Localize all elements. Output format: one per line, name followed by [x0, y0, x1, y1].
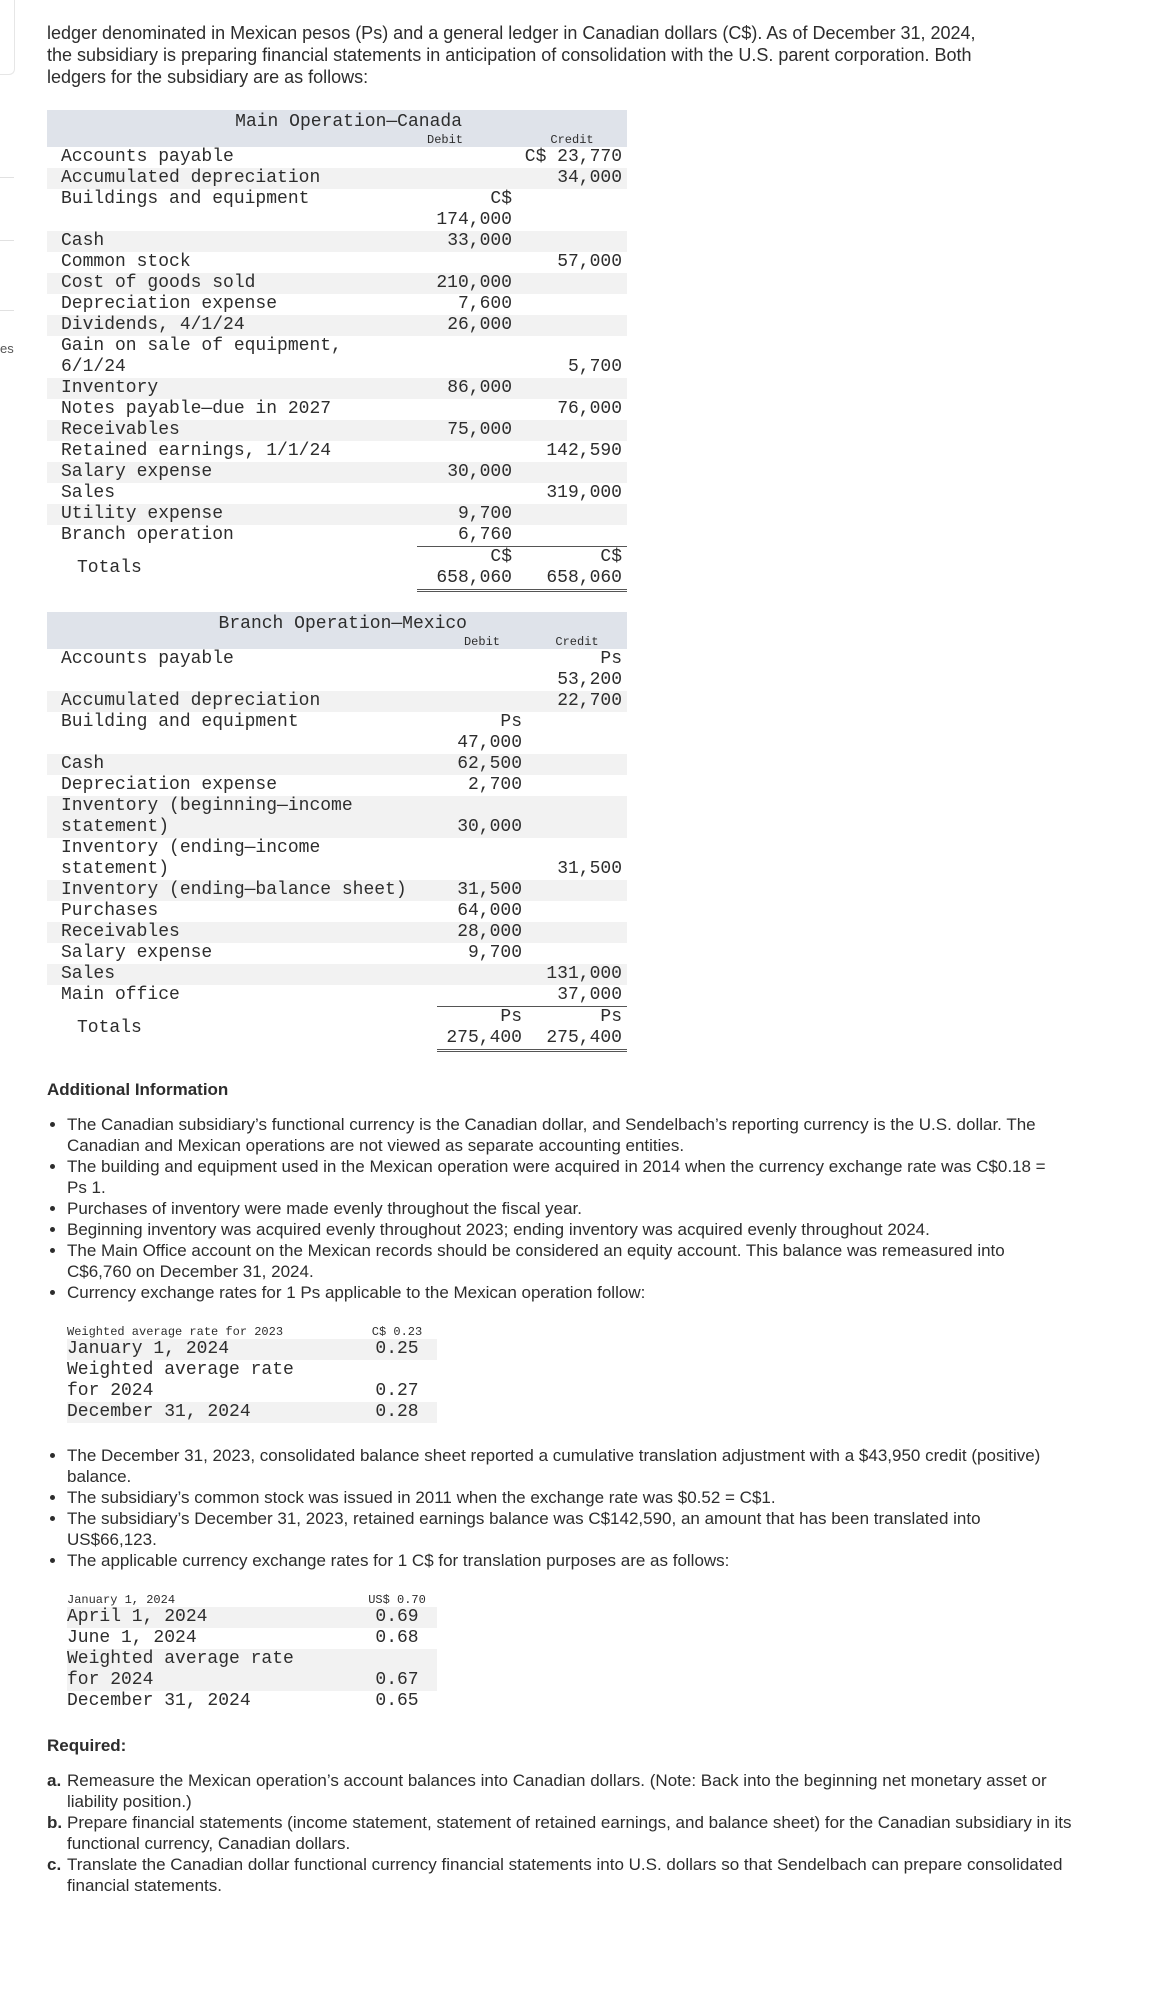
account-name: Accounts payable: [61, 147, 234, 167]
required-item: [47, 1854, 1077, 1896]
debit-amount: 7,600: [457, 294, 512, 314]
account-name: Depreciation expense: [61, 775, 278, 795]
rate-value: 0.65: [375, 1691, 419, 1711]
intro-paragraph: ledger denominated in Mexican pesos (Ps) and a general ledger in Canadian dollars (C$). As of December 31, 2024, the subsidiary is preparing financial statements in anticipation of consolidation with the U.S. parent corporation. Both ledgers for the subsidiary are as follows:: [47, 23, 976, 87]
debit-amount: Ps 47,000: [457, 712, 522, 753]
account-name: Receivables: [47, 420, 417, 441]
debit-amount: 26,000: [417, 315, 517, 336]
rate-label: Weighted average rate for 2024: [67, 1649, 357, 1691]
info-bullet: • Currency exchange rates for 1 Ps applicable to the Mexican operation follow:: [67, 1282, 1067, 1303]
ledger-row: [47, 901, 627, 922]
info-bullet: • Beginning inventory was acquired evenly throughout 2023; ending inventory was acquired evenly throughout 2024.: [67, 1219, 1067, 1240]
ledger-row: [47, 420, 627, 441]
ledger-row: [47, 525, 627, 547]
account-name: Purchases: [61, 901, 159, 921]
credit-amount: [527, 901, 627, 922]
rate-value: 0.25: [357, 1339, 437, 1360]
credit-amount: 34,000: [517, 168, 627, 189]
ledger-row: [47, 189, 627, 231]
info-bullet: • The building and equipment used in the Mexican operation were acquired in 2014 when the currency exchange rate was C$0.18 = Ps 1.: [67, 1156, 1067, 1198]
rate-row: [67, 1360, 437, 1402]
debit-amount: 30,000: [437, 796, 527, 838]
required-text: Translate the Canadian dollar functional currency financial statements into U.S. dollars so that Sendelbach can prepare consolidated financial statements.: [67, 1855, 1063, 1895]
credit-amount: [527, 943, 627, 964]
info-bullet: • The subsidiary’s common stock was issued in 2011 when the exchange rate was $0.52 = C$1.: [67, 1487, 1067, 1508]
credit-amount: [517, 420, 627, 441]
ledger-row: [47, 168, 627, 189]
debit-amount: [417, 399, 517, 420]
canada-ledger-table: [47, 110, 627, 592]
debit-amount: [437, 838, 527, 880]
ledger-row: [47, 378, 627, 399]
rate-label: December 31, 2024: [67, 1402, 357, 1423]
credit-amount: 37,000: [557, 985, 622, 1005]
ledger-row: [47, 504, 627, 525]
debit-amount: [437, 649, 527, 691]
credit-amount: 76,000: [557, 399, 622, 419]
credit-amount: [517, 378, 627, 399]
mexico-total-debit: [437, 1007, 527, 1051]
debit-amount: C$ 174,000: [436, 189, 512, 230]
rate-value: US$ 0.70: [368, 1593, 426, 1607]
ledger-row: [47, 147, 627, 168]
ledger-row: [47, 252, 627, 273]
account-name: Main office: [61, 985, 180, 1005]
credit-amount: [517, 231, 627, 252]
rate-value: 0.27: [375, 1381, 419, 1401]
additional-info-list: [47, 1114, 1067, 1303]
canada-total-credit: [517, 547, 627, 591]
total-amount: C$ 658,060: [546, 547, 622, 588]
credit-amount: [517, 294, 627, 315]
credit-amount: [527, 796, 627, 838]
debit-amount: [417, 147, 517, 168]
credit-amount: 142,590: [546, 441, 622, 461]
account-name: Cash: [47, 231, 417, 252]
totals-label: Totals: [77, 1018, 142, 1038]
account-name: Inventory: [47, 378, 417, 399]
ledger-row: [47, 231, 627, 252]
account-name: Salary expense: [61, 943, 213, 963]
left-panel-edge: [0, 0, 15, 75]
credit-amount: [517, 504, 627, 525]
rate-row: [67, 1628, 437, 1649]
credit-amount: [517, 189, 627, 231]
credit-amount: [517, 462, 627, 483]
ledger-row: [47, 273, 627, 294]
rate-row: [67, 1649, 437, 1691]
ledger-row: [47, 796, 627, 838]
account-name: Cash: [47, 754, 437, 775]
account-name: Branch operation: [61, 525, 234, 545]
canada-ledger-header: [47, 110, 627, 133]
debit-amount: 9,700: [417, 504, 517, 525]
info-bullet: • The applicable currency exchange rates for 1 C$ for translation purposes are as follows:: [67, 1550, 1067, 1571]
info-bullet: • Purchases of inventory were made evenly throughout the fiscal year.: [67, 1198, 1067, 1219]
rate-label: April 1, 2024: [67, 1607, 357, 1628]
credit-amount: 22,700: [527, 691, 627, 712]
ledger-row: [47, 691, 627, 712]
required-item: [47, 1812, 1077, 1854]
rate-row: [67, 1339, 437, 1360]
debit-column-header: Debit: [437, 635, 527, 649]
mexico-totals-row: [47, 1007, 627, 1051]
account-name: Buildings and equipment: [61, 189, 310, 209]
account-name: Sales: [47, 964, 437, 985]
account-name: Inventory (beginning—income statement): [47, 796, 437, 838]
account-name: Sales: [61, 483, 116, 503]
canada-ledger-title: Main Operation—Canada: [47, 110, 517, 133]
required-marker: b.: [47, 1813, 63, 1832]
required-text: Prepare financial statements (income statement, statement of retained earnings, and balance sheet) for the Canadian subsidiary in its functional currency, Canadian dollars.: [67, 1813, 1072, 1853]
credit-amount: [517, 525, 627, 547]
debit-amount: 30,000: [417, 462, 517, 483]
credit-column-header: Credit: [527, 635, 627, 649]
additional-info-list-2: [47, 1445, 1067, 1571]
credit-amount: [527, 754, 627, 775]
canada-total-debit: [417, 547, 517, 591]
canada-totals-row: [47, 547, 627, 591]
credit-column-header: Credit: [517, 133, 627, 147]
cad-rates-table: [67, 1593, 437, 1712]
debit-amount: [417, 336, 517, 378]
account-name: Inventory (ending—balance sheet): [47, 880, 437, 901]
left-panel-divider: [0, 177, 14, 178]
credit-amount: 319,000: [546, 483, 622, 503]
rate-label: December 31, 2024: [67, 1691, 251, 1711]
account-name: Notes payable—due in 2027: [61, 399, 332, 419]
debit-amount: [417, 168, 517, 189]
debit-amount: 33,000: [417, 231, 517, 252]
debit-amount: 86,000: [417, 378, 517, 399]
debit-amount: 9,700: [467, 943, 522, 963]
debit-amount: 6,760: [457, 525, 512, 545]
mexico-total-credit: [527, 1007, 627, 1051]
info-bullet: • The subsidiary’s December 31, 2023, retained earnings balance was C$142,590, an amount that has been translated into US$66,123.: [67, 1508, 1067, 1550]
required-item: [47, 1770, 1077, 1812]
info-bullet: • The December 31, 2023, consolidated balance sheet reported a cumulative translation adjustment with a $43,950 credit (positive) balance.: [67, 1445, 1067, 1487]
ledger-row: [47, 483, 627, 504]
debit-amount: 2,700: [467, 775, 522, 795]
required-text: Remeasure the Mexican operation’s account balances into Canadian dollars. (Note: Back into the beginning net monetary asset or liability position.): [67, 1771, 1047, 1811]
debit-amount: 64,000: [457, 901, 522, 921]
account-name: Receivables: [47, 922, 437, 943]
debit-amount: 210,000: [417, 273, 517, 294]
account-name: Inventory (ending—income statement): [61, 838, 321, 879]
credit-amount: [527, 880, 627, 901]
total-amount: C$ 658,060: [436, 547, 512, 588]
total-amount: Ps 275,400: [446, 1007, 522, 1048]
problem-content: [47, 22, 1127, 1896]
left-panel-divider: [0, 240, 14, 241]
rate-row: [67, 1593, 437, 1607]
credit-amount: [527, 922, 627, 943]
ledger-row: [47, 336, 627, 378]
credit-amount: 5,700: [567, 357, 622, 377]
debit-column-header: Debit: [417, 133, 517, 147]
account-name: Accumulated depreciation: [47, 168, 417, 189]
rate-label: January 1, 2024: [67, 1339, 357, 1360]
info-bullet: • The Canadian subsidiary’s functional currency is the Canadian dollar, and Sendelbach’s reporting currency is the U.S. dollar. The Canadian and Mexican operations are not viewed as separate accounting entities.: [67, 1114, 1067, 1156]
credit-amount: [527, 712, 627, 754]
total-amount: Ps 275,400: [546, 1007, 622, 1048]
rate-row: [67, 1691, 437, 1712]
rate-value: 0.28: [357, 1402, 437, 1423]
credit-amount: [517, 315, 627, 336]
mexico-ledger-title: Branch Operation—Mexico: [47, 612, 527, 635]
rate-row: [67, 1325, 437, 1339]
ledger-row: [47, 838, 627, 880]
debit-amount: 62,500: [437, 754, 527, 775]
mexico-ledger-table: [47, 612, 627, 1052]
rate-label: Weighted average rate for 2024: [67, 1360, 294, 1401]
account-name: Salary expense: [47, 462, 417, 483]
ledger-row: [47, 775, 627, 796]
account-name: Accounts payable: [61, 649, 234, 669]
rate-value: 0.67: [357, 1649, 437, 1691]
credit-amount: 31,500: [557, 859, 622, 879]
account-name: Building and equipment: [61, 712, 299, 732]
mexico-ledger-header: [47, 612, 627, 635]
rate-value: C$ 0.23: [371, 1325, 423, 1339]
rate-row: [67, 1607, 437, 1628]
info-bullet: • The Main Office account on the Mexican records should be considered an equity account. This balance was remeasured into C$6,760 on December 31, 2024.: [67, 1240, 1067, 1282]
required-marker: c.: [47, 1855, 62, 1874]
totals-label: Totals: [77, 558, 142, 578]
left-panel-divider: [0, 310, 14, 311]
mexico-column-headers: [47, 635, 627, 649]
ledger-row: [47, 649, 627, 691]
account-name: Common stock: [61, 252, 191, 272]
debit-amount: [417, 252, 517, 273]
debit-amount: [417, 483, 517, 504]
ledger-row: [47, 399, 627, 420]
debit-amount: [417, 441, 517, 462]
credit-amount: Ps 53,200: [557, 649, 622, 690]
required-marker: a.: [47, 1771, 62, 1790]
ledger-row: [47, 441, 627, 462]
debit-amount: 28,000: [437, 922, 527, 943]
ledger-row: [47, 712, 627, 754]
ledger-row: [47, 754, 627, 775]
rate-value: 0.68: [375, 1628, 419, 1648]
rate-row: [67, 1402, 437, 1423]
debit-amount: 31,500: [437, 880, 527, 901]
ledger-row: [47, 943, 627, 964]
additional-info-title: Additional Information: [47, 1080, 229, 1099]
ledger-row: [47, 315, 627, 336]
debit-amount: [437, 985, 527, 1007]
ledger-row: [47, 922, 627, 943]
account-name: Gain on sale of equipment, 6/1/24: [61, 336, 342, 377]
account-name: Accumulated depreciation: [47, 691, 437, 712]
rate-label: January 1, 2024: [67, 1593, 176, 1607]
debit-amount: [437, 691, 527, 712]
ledger-row: [47, 462, 627, 483]
credit-amount: C$ 23,770: [524, 147, 622, 167]
account-name: Depreciation expense: [61, 294, 278, 314]
canada-column-headers: [47, 133, 627, 147]
rate-value: 0.69: [357, 1607, 437, 1628]
required-list: [47, 1770, 1077, 1896]
credit-amount: [527, 775, 627, 796]
required-title: Required:: [47, 1736, 127, 1755]
account-name: Retained earnings, 1/1/24: [61, 441, 332, 461]
rate-label: Weighted average rate for 2023: [67, 1325, 284, 1339]
account-name: Utility expense: [47, 504, 417, 525]
rate-label: June 1, 2024: [67, 1628, 197, 1648]
side-text-fragment: es: [0, 341, 14, 356]
account-name: Cost of goods sold: [47, 273, 417, 294]
credit-amount: 57,000: [557, 252, 622, 272]
account-name: Dividends, 4/1/24: [47, 315, 417, 336]
peso-rates-table: [67, 1325, 437, 1423]
ledger-row: [47, 880, 627, 901]
credit-amount: 131,000: [527, 964, 627, 985]
ledger-row: [47, 985, 627, 1007]
debit-amount: 75,000: [417, 420, 517, 441]
ledger-row: [47, 294, 627, 315]
ledger-row: [47, 964, 627, 985]
credit-amount: [517, 273, 627, 294]
debit-amount: [437, 964, 527, 985]
